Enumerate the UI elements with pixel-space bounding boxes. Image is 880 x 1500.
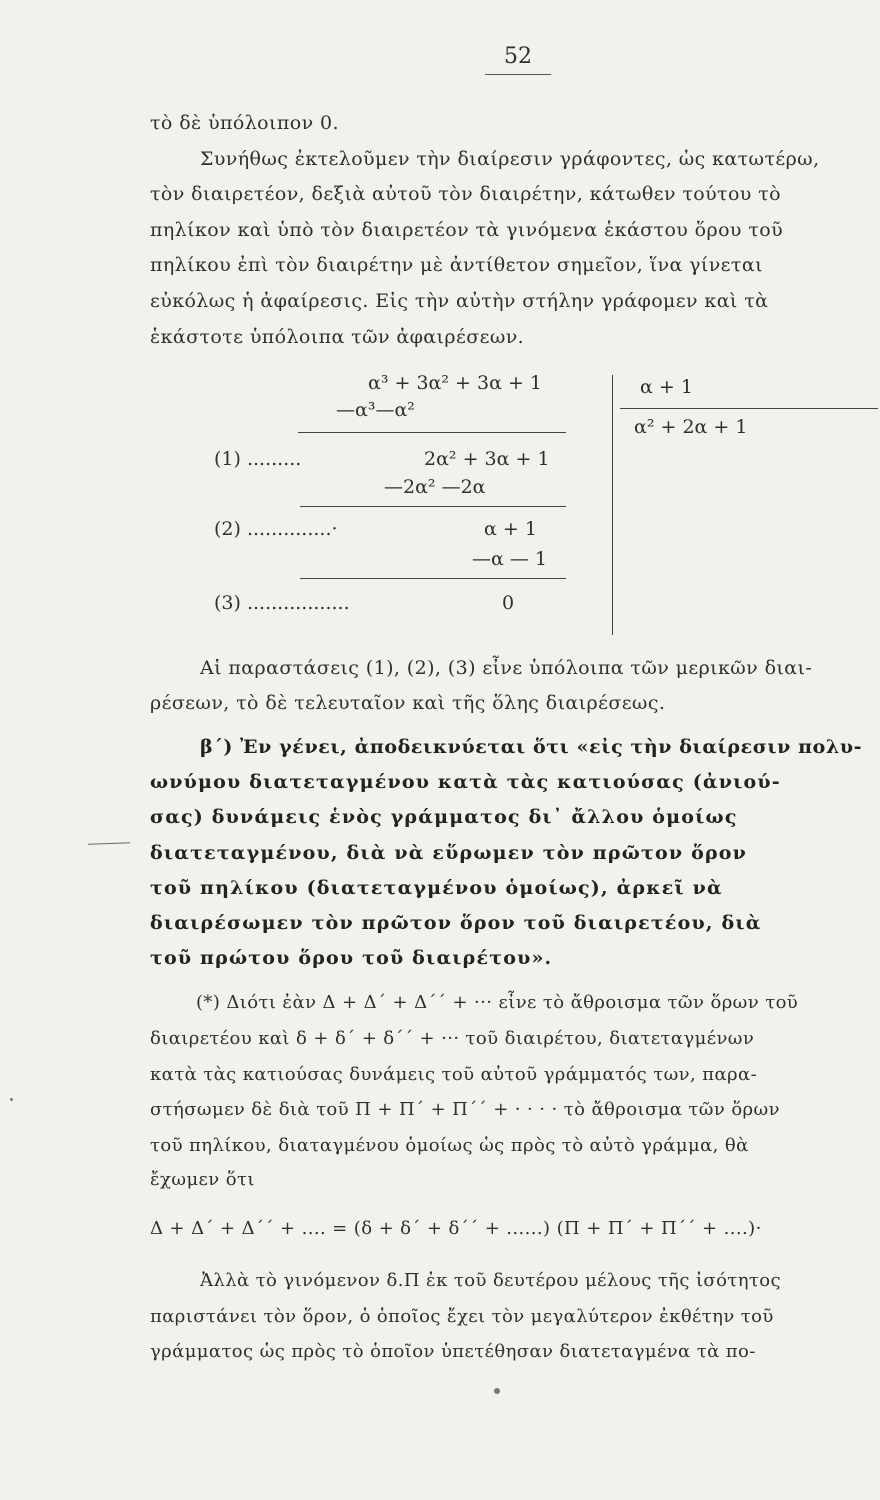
text-line: Αἱ παραστάσεις (1), (2), (3) εἶνε ὑπόλοιπα τῶν μερικῶν διαι-	[200, 657, 813, 679]
text-line: πηλίκον καὶ ὑπὸ τὸν διαιρετέον τὰ γινόμενα ἑκάστου ὅρου τοῦ	[150, 219, 784, 241]
division-rule	[298, 432, 566, 433]
text-line: ρέσεων, τὸ δὲ τελευταῖον καὶ τῆς ὅλης διαιρέσεως.	[150, 692, 666, 714]
footnote-line: κατὰ τὰς κατιούσας δυνάμεις τοῦ αὐτοῦ γράμματός των, παρα-	[150, 1064, 758, 1085]
paper-speck	[10, 1098, 13, 1101]
divisor: α + 1	[640, 376, 693, 398]
footnote-line: ἔχωμεν ὅτι	[150, 1169, 255, 1190]
bold-text-line: τοῦ πρώτου ὅρου τοῦ διαιρέτου».	[150, 947, 553, 969]
text-line: πηλίκου ἐπὶ τὸν διαιρέτην μὲ ἀντίθετον σημεῖον, ἵνα γίνεται	[150, 254, 763, 276]
remainder-label-1: (1) .........	[214, 448, 302, 470]
remainder-label-2: (2) ..............·	[214, 518, 338, 540]
ink-blot	[494, 1388, 500, 1394]
division-rule	[300, 578, 566, 579]
text-line: εὐκόλως ἡ ἀφαίρεσις. Εἰς τὴν αὐτὴν στήλην γράφομεν καὶ τὰ	[150, 290, 769, 312]
bold-text-line: β΄) Ἐν γένει, ἀποδεικνύεται ὅτι «εἰς τὴν διαίρεσιν πολυ-	[200, 736, 863, 758]
page-number: 52	[504, 44, 532, 69]
dividend: α³ + 3α² + 3α + 1	[368, 372, 542, 394]
divisor-bar	[612, 375, 613, 635]
margin-pencil-mark	[88, 842, 130, 844]
bold-text-line: ωνύμου διατεταγμένου κατὰ τὰς κατιούσας (ἀνιού-	[150, 771, 781, 793]
subtraction-3: —α — 1	[472, 548, 547, 570]
remainder-2: α + 1	[484, 518, 537, 540]
equation: Δ + Δ΄ + Δ΄΄ + .... = (δ + δ΄ + δ΄΄ + ......) (Π + Π΄ + Π΄΄ + ....)·	[150, 1218, 762, 1239]
text-line: Ἀλλὰ τὸ γινόμενον δ.Π ἐκ τοῦ δευτέρου μέλους τῆς ἰσότητος	[200, 1270, 781, 1291]
bold-text-line: διατεταγμένου, διὰ νὰ εὕρωμεν τὸν πρῶτον ὅρον	[150, 842, 748, 864]
quotient-rule	[620, 408, 878, 409]
subtraction-1: —α³—α²	[336, 399, 415, 421]
bold-text-line: διαιρέσωμεν τὸν πρῶτον ὅρον τοῦ διαιρετέου, διὰ	[150, 912, 762, 934]
footnote-line: διαιρετέου καὶ δ + δ΄ + δ΄΄ + ··· τοῦ διαιρέτου, διατεταγμένων	[150, 1028, 755, 1049]
text-line: γράμματος ὡς πρὸς τὸ ὁποῖον ὑπετέθησαν διατεταγμένα τὰ πο-	[150, 1341, 756, 1362]
bold-text-line: τοῦ πηλίκου (διατεταγμένου ὁμοίως), ἀρκεῖ νὰ	[150, 877, 723, 899]
remainder-1: 2α² + 3α + 1	[424, 448, 550, 470]
footnote-line: στήσωμεν δὲ διὰ τοῦ Π + Π΄ + Π΄΄ + · · · · τὸ ἄθροισμα τῶν ὅρων	[150, 1099, 780, 1120]
quotient: α² + 2α + 1	[634, 416, 748, 438]
text-line: Συνήθως ἐκτελοῦμεν τὴν διαίρεσιν γράφοντες, ὡς κατωτέρω,	[200, 148, 820, 170]
text-line: ἑκάστοτε ὑπόλοιπα τῶν ἀφαιρέσεων.	[150, 326, 525, 348]
remainder-label-3: (3) .................	[214, 592, 350, 614]
bold-text-line: σας) δυνάμεις ἑνὸς γράμματος δι᾽ ἄλλου ὁμοίως	[150, 806, 738, 828]
page-number-rule	[485, 74, 551, 75]
footnote-line: τοῦ πηλίκου, διαταγμένου ὁμοίως ὡς πρὸς τὸ αὐτὸ γράμμα, θὰ	[150, 1135, 749, 1156]
division-rule	[300, 506, 566, 507]
text-line: τὸν διαιρετέον, δεξιὰ αὐτοῦ τὸν διαιρέτην, κάτωθεν τούτου τὸ	[150, 183, 781, 205]
text-line: τὸ δὲ ὑπόλοιπον 0.	[150, 112, 339, 134]
subtraction-2: —2α² —2α	[384, 476, 486, 498]
remainder-3: 0	[502, 592, 515, 614]
footnote-line: (*) Διότι ἐὰν Δ + Δ΄ + Δ΄΄ + ··· εἶνε τὸ ἄθροισμα τῶν ὅρων τοῦ	[196, 992, 799, 1013]
text-line: παριστάνει τὸν ὅρον, ὁ ὁποῖος ἔχει τὸν μεγαλύτερον ἐκθέτην τοῦ	[150, 1306, 774, 1327]
